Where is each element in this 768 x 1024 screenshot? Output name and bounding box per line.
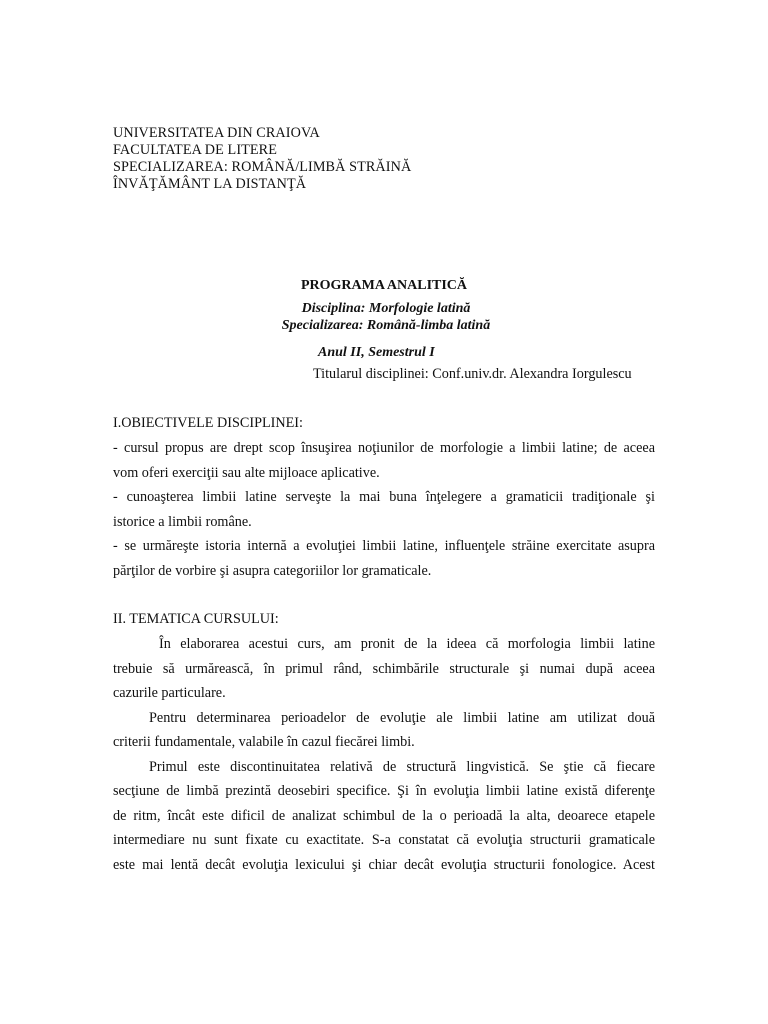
discipline-block <box>0 300 768 334</box>
thematics-line: cazurile particulare. <box>113 685 226 701</box>
objectives-line: vom oferi exerciţii sau alte mijloace aplicative. <box>113 464 380 481</box>
objectives-section <box>113 415 655 583</box>
objectives-body <box>113 436 655 583</box>
year-semester: Anul II, Semestrul I <box>318 345 435 360</box>
objectives-line: - se urmăreşte istoria internă a evoluţiei limbii latine, influenţele străine exercitate asupra <box>113 538 655 554</box>
thematics-line: În elaborarea acestui curs, am pronit de la ideea că morfologia limbii latine <box>159 636 655 652</box>
education-type: ÎNVĂŢĂMÂNT LA DISTANŢĂ <box>113 176 307 192</box>
objectives-line: istorice a limbii române. <box>113 513 252 530</box>
course-titular: Titularul disciplinei: Conf.univ.dr. Alexandra Iorgulescu <box>313 366 632 382</box>
program-title: PROGRAMA ANALITICĂ <box>300 278 468 293</box>
objectives-line: părţilor de vorbire şi asupra categoriilor lor gramaticale. <box>113 562 432 579</box>
thematics-line: secţiune de limbă prezintă deosebiri specifice. Şi în evoluţia limbii latine există diferenţe <box>113 783 655 799</box>
university-name: UNIVERSITATEA DIN CRAIOVA <box>113 125 320 141</box>
objectives-line: - cunoaşterea limbii latine serveşte la mai buna înţelegere a gramaticii tradiţionale şi <box>113 489 655 505</box>
specialization-line: SPECIALIZAREA: ROMÂNĂ/LIMBĂ STRĂINĂ <box>113 159 412 175</box>
discipline-name: Disciplina: Morfologie latină <box>301 301 471 316</box>
thematics-line: este mai lentă decât evoluţia lexicului şi chiar decât evoluţia structurii fonologice. Acest <box>113 856 655 873</box>
thematics-heading: II. TEMATICA CURSULUI: <box>113 611 279 627</box>
program-specialization: Specializarea: Română-limba latină <box>281 318 491 333</box>
thematics-line: Primul este discontinuitatea relativă de structură lingvistică. Se ştie că fiecare <box>149 758 655 775</box>
thematics-line: de ritm, încât este dificil de analizat schimbul de la o perioadă la alta, deoarece etapele <box>113 807 655 824</box>
thematics-line: Pentru determinarea perioadelor de evoluţie ale limbii latine am utilizat două <box>149 709 655 726</box>
thematics-line: criterii fundamentale, valabile în cazul fiecărei limbi. <box>113 734 415 750</box>
thematics-section <box>113 611 655 877</box>
thematics-body <box>113 632 655 877</box>
thematics-line: intermediare nu sunt fixate cu exactitate. S-a constatat că evoluţia structurii gramaticale <box>113 832 655 848</box>
faculty-name: FACULTATEA DE LITERE <box>113 142 278 158</box>
thematics-line: trebuie să urmărească, în primul rând, schimbările structurale şi numai după aceea <box>113 660 655 677</box>
institution-header <box>113 125 411 193</box>
objectives-heading: I.OBIECTIVELE DISCIPLINEI: <box>113 415 303 431</box>
objectives-line: - cursul propus are drept scop însuşirea noţiunilor de morfologie a limbii latine; de aceea <box>113 440 655 456</box>
